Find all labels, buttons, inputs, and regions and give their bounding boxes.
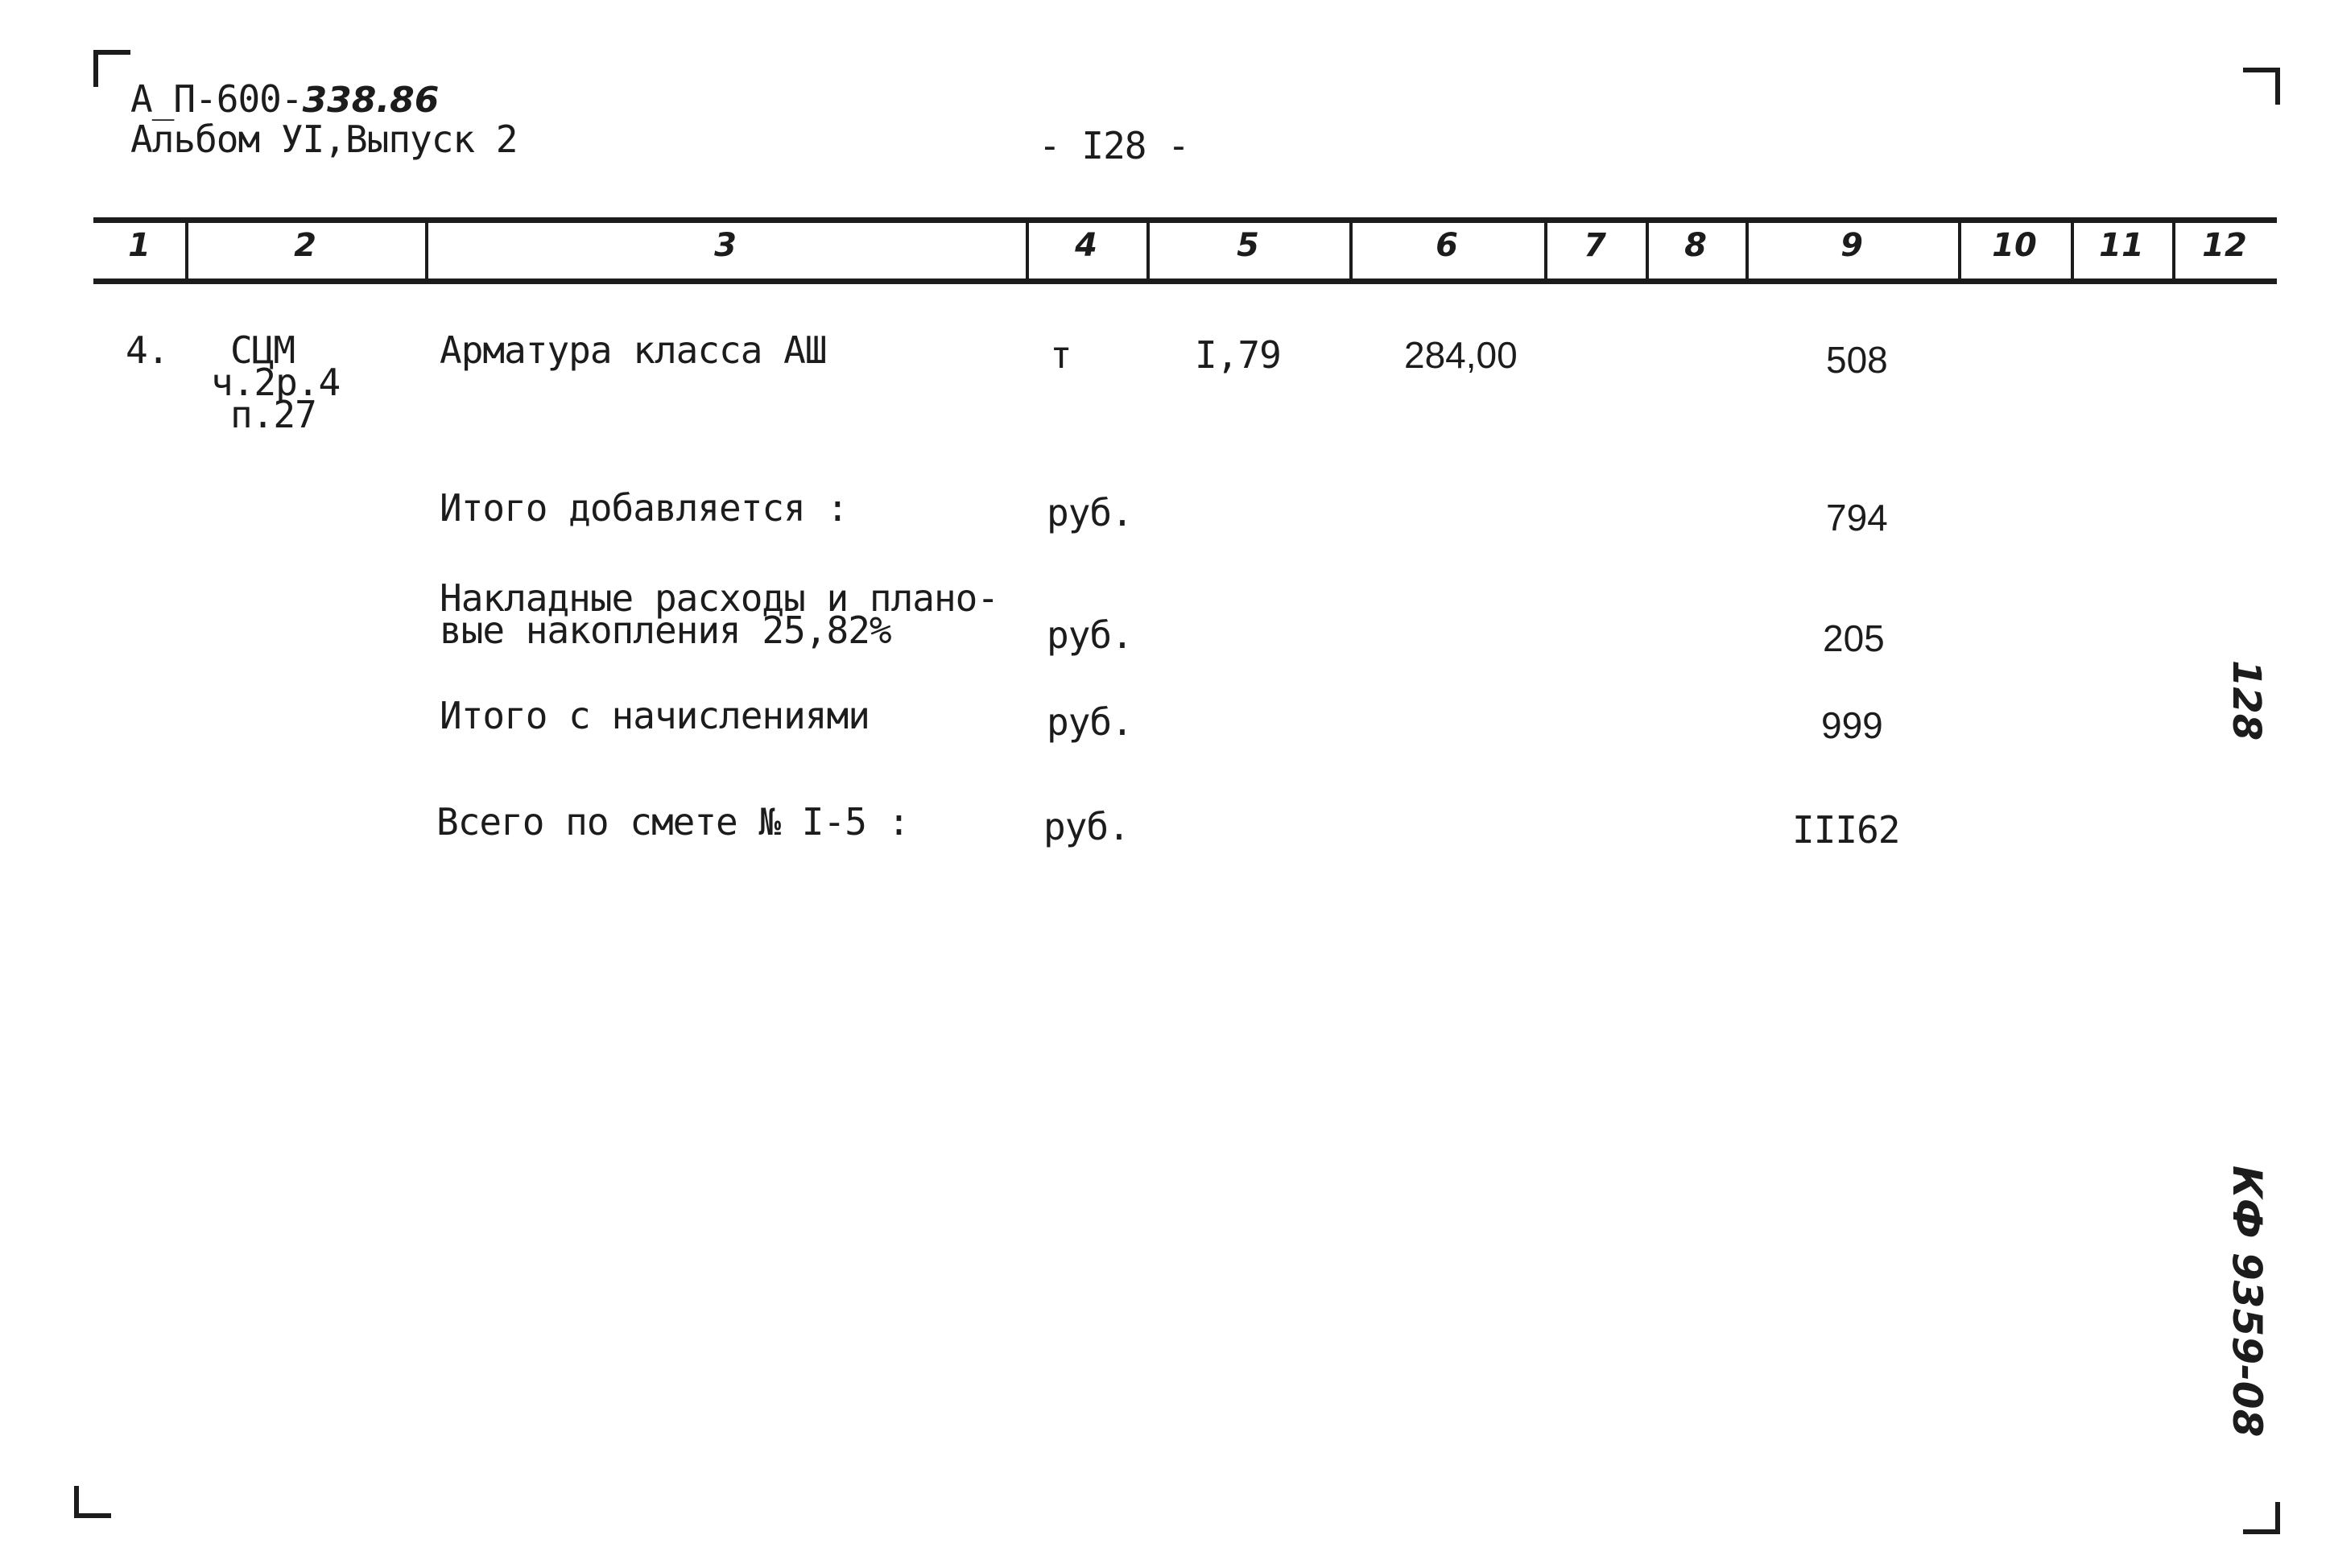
summary-unit-overhead: руб. xyxy=(1047,613,1133,657)
summary-label-with-charges: Итого с начислениями xyxy=(440,694,870,737)
summary-label-grand-total: Всего по смете № I-5 : xyxy=(436,800,910,844)
column-number: 9 xyxy=(1840,227,1863,264)
column-number: 4 xyxy=(1075,227,1097,264)
column-number: 3 xyxy=(714,227,737,264)
corner-mark-bottom-left-h xyxy=(74,1513,111,1518)
page-number: - I28 - xyxy=(1039,124,1189,167)
album-title: Альбом УI,Выпуск 2 xyxy=(130,118,518,161)
corner-mark-bottom-right-v xyxy=(2275,1502,2280,1534)
corner-mark-top-left-h xyxy=(93,50,130,55)
column-number: 2 xyxy=(294,227,316,264)
row-description: Арматура класса АШ xyxy=(440,328,827,372)
summary-total-grand-total: III62 xyxy=(1792,808,1900,852)
summary-unit-with-charges: руб. xyxy=(1047,700,1133,744)
column-number: 10 xyxy=(1992,227,2037,264)
row-code-line-2: ч.2р.4 xyxy=(211,361,341,404)
column-number: 11 xyxy=(2099,227,2144,264)
column-number: 8 xyxy=(1684,227,1707,264)
summary-label-overhead-line-1: Накладные расходы и плано- xyxy=(440,576,999,620)
summary-total-overhead: 205 xyxy=(1823,617,1885,659)
column-number: 6 xyxy=(1436,227,1458,264)
column-number: 1 xyxy=(128,227,151,264)
corner-mark-top-right-v xyxy=(2275,68,2280,105)
summary-label-overhead-line-2: вые накопления 25,82% xyxy=(440,609,891,652)
document-code-handwritten: 338.86 xyxy=(302,80,440,121)
row-quantity: I,79 xyxy=(1195,333,1281,377)
corner-mark-top-left xyxy=(93,50,98,87)
row-code-line-1: СЦМ xyxy=(230,328,295,372)
column-number: 5 xyxy=(1237,227,1259,264)
row-number: 4. xyxy=(126,328,169,372)
document-code-typed: А_П-600- xyxy=(130,77,303,121)
margin-archive-code: КФ 9359-08 xyxy=(2224,1166,2270,1438)
summary-total-with-charges: 999 xyxy=(1821,704,1883,746)
column-number: 12 xyxy=(2202,227,2247,264)
summary-unit-added: руб. xyxy=(1047,491,1133,534)
summary-unit-grand-total: руб. xyxy=(1043,805,1130,848)
summary-total-added: 794 xyxy=(1826,497,1888,538)
row-code-line-3: п.27 xyxy=(230,393,316,436)
row-total: 508 xyxy=(1826,339,1888,381)
document-code xyxy=(130,77,439,121)
summary-label-added: Итого добавляется : xyxy=(440,486,849,530)
table-header-bottom-rule xyxy=(93,279,2277,284)
row-price: 284,00 xyxy=(1404,334,1518,376)
table-top-rule xyxy=(93,217,2277,223)
row-unit: т xyxy=(1050,333,1072,377)
column-number: 7 xyxy=(1584,227,1606,264)
margin-page-number: 128 xyxy=(2224,660,2269,741)
